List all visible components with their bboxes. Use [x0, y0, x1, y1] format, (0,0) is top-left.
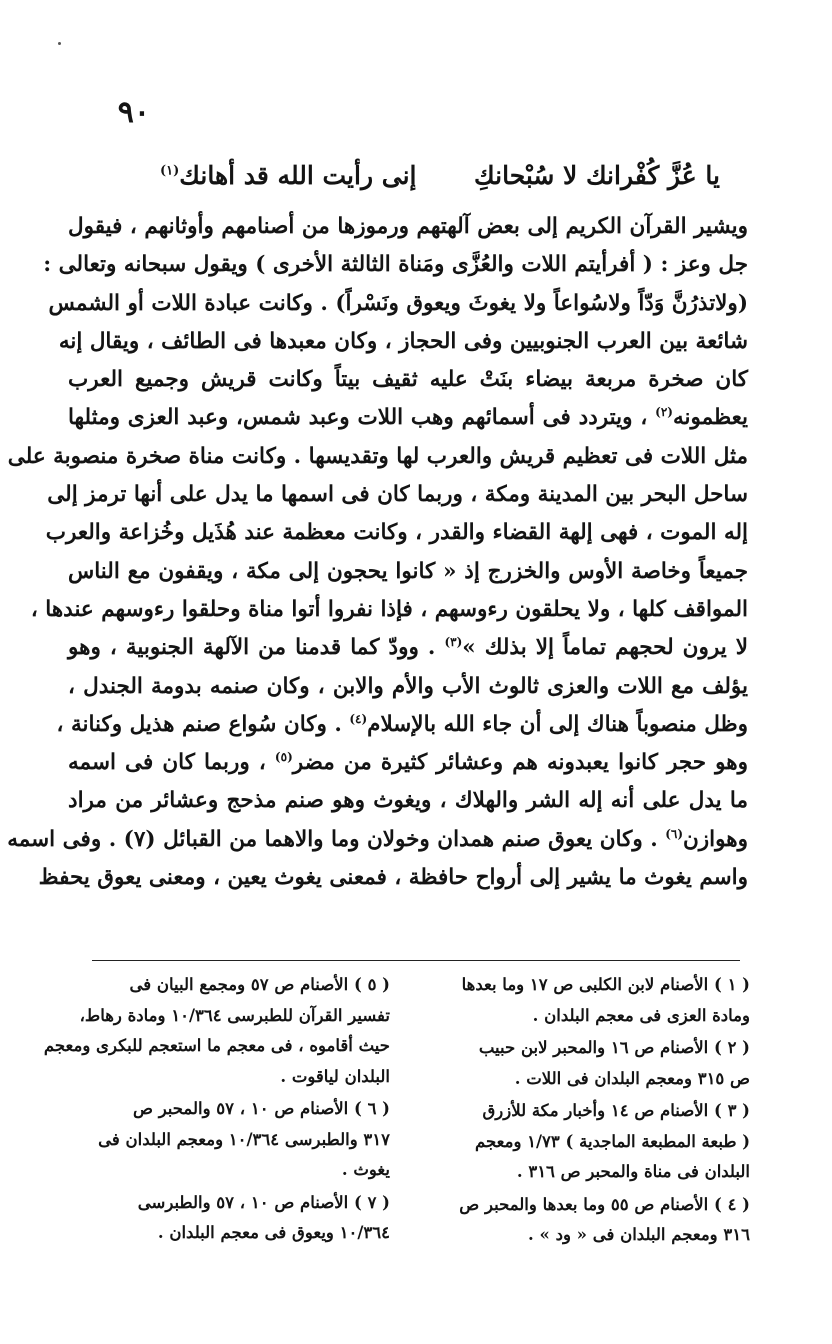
- footnote: [43, 970, 390, 1092]
- body-line: [68, 629, 748, 667]
- body-line: [48, 285, 748, 323]
- body-line-text: ويشير القرآن الكريم إلى بعض آلهتهم ورموزها من أصنامهم وأوثانهم ، فيقول: [68, 214, 748, 239]
- body-line: [45, 514, 748, 552]
- body-line-text: ما يدل على أنه إله الشر والهلاك ، ويغوث وهو صنم مذحج وعشائر من مراد: [68, 788, 748, 814]
- body-paragraph: [7, 208, 749, 897]
- scan-speck: [58, 42, 61, 45]
- footnote-line: البلدان لياقوت .: [280, 1066, 390, 1086]
- footnote-line: ص ٣١٥ ومعجم البلدان فى اللات .: [514, 1068, 750, 1088]
- body-line: [68, 668, 748, 706]
- footnote-line: تفسير القرآن للطبرسى ١٠/٣٦٤ ومادة رهاط،: [79, 1005, 390, 1025]
- body-line: [30, 591, 748, 629]
- body-line-text: لا يرون لحجهم تماماً إلا بذلك »: [462, 635, 748, 661]
- body-line-text-continued: . وكان سُواع صنم هذيل وكنانة ،: [56, 711, 350, 737]
- footnote-line: ٣١٦ ومعجم البلدان فى « ود » .: [528, 1225, 750, 1244]
- footnote: [60, 1094, 390, 1186]
- footnote: [60, 1188, 390, 1249]
- body-line: [68, 208, 748, 246]
- footnote-line: ( ٢ ) الأصنام ص ١٦ والمحبر لابن حبيب: [478, 1038, 750, 1057]
- footnote-marker: (٤): [349, 711, 368, 726]
- body-line-text: مثل اللات فى تعظيم قريش والعرب لها وتقديسها . وكانت مناة صخرة منصوبة على: [7, 443, 748, 469]
- footnote: [420, 1096, 750, 1188]
- body-line-text: واسم يغوث ما يشير إلى أرواح حافظة ، فمعنى يغوث يعين ، ومعنى يعوق يحفظ: [38, 865, 748, 891]
- footnote-line: ( ٣ ) الأصنام ص ١٤ وأخبار مكة للأزرق: [482, 1101, 750, 1120]
- body-line-text: جميعاً وخاصة الأوس والخزرج إذ « كانوا يحجون إلى مكة ، ويقفون مع الناس: [68, 558, 748, 584]
- body-line-text: ساحل البحر بين المدينة ومكة ، وربما كان فى اسمها ما يدل على أنها ترمز إلى: [47, 482, 748, 508]
- body-line: [68, 399, 748, 437]
- footnote-line: ( ٥ ) الأصنام ص ٥٧ ومجمع البيان فى: [129, 975, 390, 994]
- body-line-text-continued: ، ويتردد فى أسمائهم وهب اللات وعبد شمس، وعبد العزى ومثلها: [68, 405, 656, 431]
- footnotes-column-right: [420, 970, 750, 1253]
- body-line: [7, 821, 748, 859]
- footnote-line: ٣١٧ والطبرسى ١٠/٣٦٤ ومعجم البلدان فى: [98, 1129, 390, 1149]
- verse-hemistich-2-text: إنى رأيت الله قد أهانك: [179, 160, 417, 190]
- body-line-text-continued: ، وربما كان فى اسمه: [68, 750, 275, 776]
- body-line: [68, 553, 748, 591]
- footnote-line: البلدان فى مناة والمحبر ص ٣١٦ .: [516, 1162, 750, 1181]
- body-line-text: جل وعز : ( أفرأيتم اللات والعُزَّى ومَناة الثالثة الأخرى ) ويقول سبحانه وتعالى :: [43, 252, 748, 278]
- footnote-line: ( ٤ ) الأصنام ص ٥٥ وما بعدها والمحبر ص: [459, 1194, 750, 1214]
- body-line: [7, 438, 748, 476]
- footnote: [420, 1033, 750, 1094]
- footnote-marker: (٢): [655, 405, 673, 420]
- body-line: [68, 361, 748, 399]
- footnote-line: ( ١ ) الأصنام لابن الكلبى ص ١٧ وما بعدها: [461, 975, 750, 994]
- body-line: [68, 782, 748, 820]
- body-line-text: كان صخرة مربعة بيضاء بنَتْ عليه ثقيف بيتاً وكانت قريش وجميع العرب: [68, 367, 748, 393]
- footnote-separator: [92, 960, 740, 961]
- footnote-line: يغوث .: [341, 1160, 390, 1179]
- body-line: [38, 859, 748, 897]
- body-line: [43, 246, 748, 284]
- body-line-text: شائعة بين العرب الجنوبيين وفى الحجاز ، وكان معبدها فى الطائف ، ويقال إنه: [58, 328, 748, 354]
- body-line-text: إله الموت ، فهى إلهة القضاء والقدر ، وكانت معظمة عند هُذَيل وخُزاعة والعرب: [45, 520, 748, 546]
- footnote-line: ١٠/٣٦٤ ويعوق فى معجم البلدان .: [157, 1223, 390, 1242]
- footnote-line: ( ٦ ) الأصنام ص ١٠ ، ٥٧ والمحبر ص: [133, 1099, 390, 1118]
- body-line-text: وهوازن: [683, 826, 748, 852]
- footnotes-area: [43, 970, 750, 1253]
- body-line-text: يؤلف مع اللات والعزى ثالوث الأب والأم والابن ، وكان صنمه بدومة الجندل ،: [68, 673, 748, 699]
- verse-hemistich-1: يا عُزَّ كُفْرانك لا سُبْحانكِ: [474, 160, 720, 190]
- footnote-line: ومادة العزى فى معجم البلدان .: [532, 1005, 750, 1025]
- body-line-text: وهو حجر كانوا يعبدونه هم وعشائر كثيرة من مضر: [292, 750, 749, 776]
- footnote-marker: (٥): [274, 750, 293, 764]
- footnote-marker: (٦): [665, 826, 684, 841]
- poetry-verse: [160, 155, 720, 195]
- footnote: [420, 1190, 750, 1251]
- footnote-line: ( طبعة المطبعة الماجدية ) ١/٧٣ ومعجم: [475, 1131, 750, 1151]
- body-line: [47, 476, 748, 514]
- page-number: ٩٠: [117, 95, 150, 130]
- footnote-line: حيث أقاموه ، فى معجم ما استعجم للبكرى ومعجم: [43, 1036, 390, 1055]
- footnote: [420, 970, 750, 1031]
- footnote-line: ( ٧ ) الأصنام ص ١٠ ، ٥٧ والطبرسى: [137, 1192, 390, 1212]
- body-line: [56, 706, 748, 744]
- body-line: [68, 744, 748, 782]
- body-line-text: يعظمونه: [672, 405, 748, 431]
- body-line-text: (ولاتذرُنَّ وَدّاً ولاسُواعاً ولا يغوثَ ويعوق ونَسْراً) . وكانت عبادة اللات أو الشمس: [48, 290, 748, 316]
- body-line-text-continued: . وكان يعوق صنم همدان وخولان وما والاهما من القبائل (٧) . وفى اسمه: [7, 826, 666, 852]
- body-line-text: وظل منصوباً هناك إلى أن جاء الله بالإسلام: [367, 711, 748, 737]
- verse-hemistich-2: [160, 161, 416, 190]
- footnotes-column-left: [43, 970, 390, 1253]
- body-line-text: المواقف كلها ، ولا يحلقون رءوسهم ، فإذا نفروا أتوا مناة وحلقوا رءوسهم عندها ،: [30, 596, 748, 622]
- body-line: [58, 323, 748, 361]
- footnote-marker: (٣): [444, 635, 463, 650]
- footnote-marker: (١): [160, 163, 180, 179]
- body-line-text-continued: . وودّ كما قدمنا من الآلهة الجنوبية ، وهو: [68, 635, 445, 661]
